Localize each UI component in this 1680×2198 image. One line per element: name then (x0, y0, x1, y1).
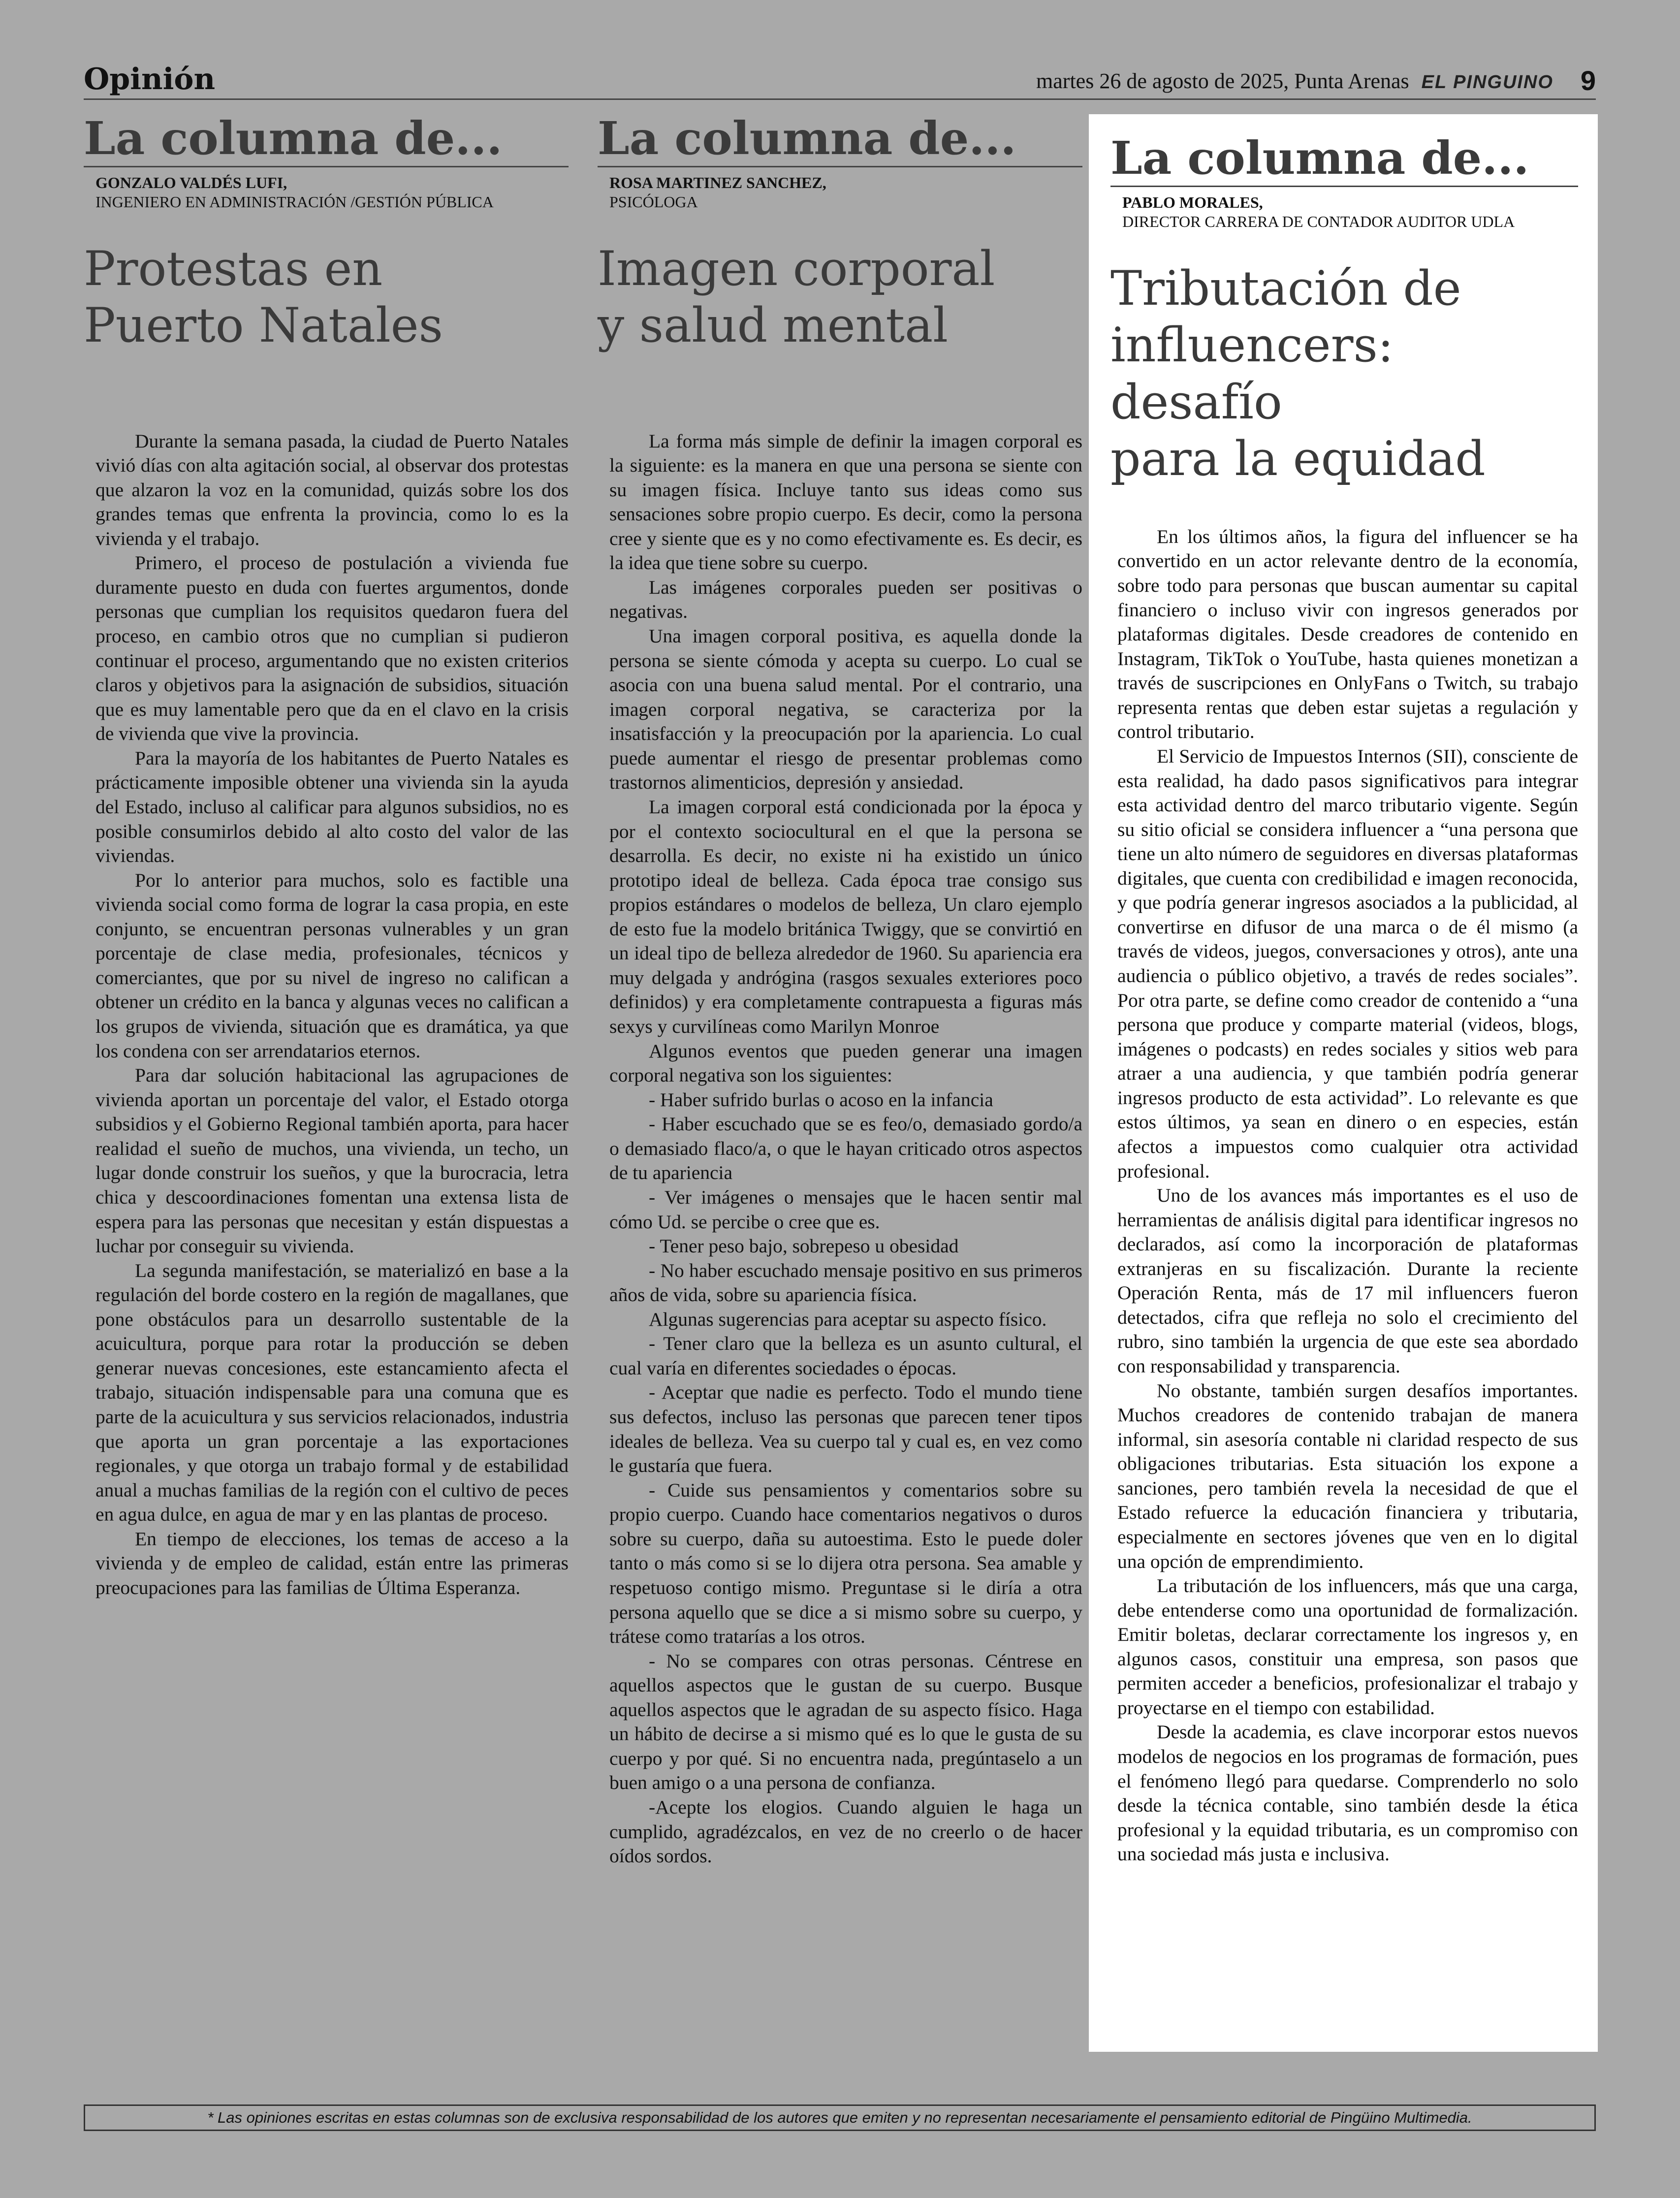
paragraph: - Ver imágenes o mensajes que le hacen sentir mal cómo Ud. se percibe o cree que es. (609, 1186, 1082, 1233)
author-name: ROSA MARTINEZ SANCHEZ, (609, 174, 826, 192)
title-line: Puerto Natales (84, 298, 443, 353)
paragraph: Para dar solución habitacional las agrupaciones de vivienda aportan un porcentaje del valor, el Estado otorga subsidios y el Gobierno Regional también aporta, para hacer realidad el sueño de muchos, una vivienda, un techo, un lugar donde construir los sueños, y que la burocracia, letra chica y descoordinaciones fomentan una extensa lista de espera para las personas que necesitan y están dispuestas a luchar por conseguir su vivienda. (95, 1064, 569, 1257)
column-1 (84, 114, 569, 1600)
paragraph: - Haber escuchado que se es feo/o, demasiado gordo/a o demasiado flaco/a, o que le hayan criticado otros aspectos de tu apariencia (609, 1113, 1082, 1184)
paragraph: Durante la semana pasada, la ciudad de Puerto Natales vivió días con alta agitación social, al observar dos protestas que alzaron la voz en la comunidad, quizás sobre los dos grandes temas que enfrenta la provincia, como lo es la vivienda y el trabajo. (95, 430, 569, 549)
paragraph: La tributación de los influencers, más que una carga, debe entenderse como una oportunidad de formalización. Emitir boletas, declarar correctamente los ingresos y, en algunos casos, constituir una empresa, son pasos que permiten acceder a beneficios, profesionalizar el trabajo y proyectarse en el tiempo con estabilidad. (1117, 1575, 1578, 1719)
paragraph: No obstante, también surgen desafíos importantes. Muchos creadores de contenido trabajan de manera informal, sin asesoría contable ni claridad respecto de sus obligaciones tributarias. Esta situación los expone a sanciones, pero también revela la necesidad de que el Estado refuerce la educación financiera y tributaria, especialmente en sectores jóvenes que ven en lo digital una opción de emprendimiento. (1117, 1379, 1578, 1572)
paragraph: Para la mayoría de los habitantes de Puerto Natales es prácticamente imposible obtener una vivienda sin la ayuda del Estado, incluso al calificar para algunos subsidios, no es posible consumirlos debido al alto costo del valor de las viviendas. (95, 747, 569, 867)
author-byline (609, 173, 1082, 211)
paragraph: - Cuide sus pensamientos y comentarios sobre su propio cuerpo. Cuando hace comentarios negativos o duros sobre su cuerpo, daña su autoestima. Esto le puede doler tanto o más como si se lo dijera otra persona. Sea amable y respetuoso contigo mismo. Preguntase si le diría a otra persona aquello que se dice a si mismo sobre su cuerpo, y trátese como tratarías a los otros. (609, 1479, 1082, 1648)
disclaimer-box (84, 2104, 1596, 2131)
column-3 (1089, 114, 1598, 2052)
author-name: PABLO MORALES, (1122, 193, 1263, 212)
paragraph: - No haber escuchado mensaje positivo en sus primeros años de vida, sobre su apariencia física. (609, 1259, 1082, 1306)
title-line: influencers: desafío (1110, 318, 1394, 430)
column-kicker: La columna de... (84, 114, 569, 167)
title-line: Tributación de (1110, 261, 1461, 317)
page-header (84, 59, 1596, 100)
paragraph: Uno de los avances más importantes es el uso de herramientas de análisis digital para identificar ingresos no declarados, así como la incorporación de plataformas extranjeras en su fiscalización. Durante la reciente Operación Renta, más de 17 mil influencers fueron detectados, cifra que refleja no solo el crecimiento del rubro, sino también la urgencia de que este sea abordado con responsabilidad y transparencia. (1117, 1184, 1578, 1377)
paragraph: - No se compares con otras personas. Céntrese en aquellos aspectos que le gustan de su cuerpo. Busque aquellos aspectos que le agradan de su aspecto físico. Haga un hábito de decirse a si mismo qué es lo que le gusta de su cuerpo y por qué. Si no encuentra nada, pregúntaselo a un buen amigo o a una persona de confianza. (609, 1650, 1082, 1794)
disclaimer-text: * Las opiniones escritas en estas columnas son de exclusiva responsabilidad de los autores que emiten y no representan necesariamente el pensamiento editorial de Pingüino Multimedia. (207, 2109, 1472, 2126)
paragraph: - Haber sufrido burlas o acoso en la infancia (649, 1088, 993, 1111)
title-line: para la equidad (1110, 431, 1486, 486)
paragraph: Algunas sugerencias para aceptar su aspecto físico. (649, 1308, 1047, 1330)
paragraph: La imagen corporal está condicionada por la época y por el contexto sociocultural en el que la persona se desarrolla. Es decir, no existe ni ha existido un único prototipo ideal de belleza. Cada época trae consigo sus propios estándares o modelos de belleza, Un claro ejemplo de esto fue la modelo británica Twiggy, que se convirtió en un ideal tipo de belleza alrededor de 1960. Su apariencia era muy delgada y andrógina (rasgos sexuales exteriores poco definidos) y era completamente contrapuesta a figuras más sexys y curvilíneas como Marilyn Monroe (609, 796, 1082, 1038)
dateline-text: martes 26 de agosto de 2025, Punta Arenas (1036, 69, 1409, 93)
paragraph: La segunda manifestación, se materializó en base a la regulación del borde costero en la región de magallanes, que pone obstáculos para un desarrollo sustentable de la acuicultura, porque para rotar la producción se deben generar nuevas concesiones, este estancamiento afecta el trabajo, situación indispensable para una comuna que es parte de la acuicultura y sus servicios relacionados, industria que aporta un gran porcentaje a las exportaciones regionales, y que otorga un trabajo formal y de estabilidad anual a muchas familias de la región con el cultivo de peces en agua dulce, en agua de mar y en las plantas de proceso. (95, 1259, 569, 1526)
paragraph: - Tener peso bajo, sobrepeso u obesidad (649, 1235, 959, 1257)
author-name: GONZALO VALDÉS LUFI, (95, 174, 287, 192)
column-kicker: La columna de... (598, 114, 1082, 167)
title-line: Protestas en (84, 241, 383, 297)
paragraph: Las imágenes corporales pueden ser positivas o negativas. (609, 576, 1082, 623)
paragraph: En los últimos años, la figura del influencer se ha convertido en un actor relevante dentro de la economía, sobre todo para personas que buscan aumentar su capital financiero o incluso vivir con ingresos generados por plataformas digitales. Desde creadores de contenido en Instagram, TikTok o YouTube, hasta quienes monetizan a través de suscripciones en OnlyFans o Twitch, su trabajo representa rentas que deben estar sujetas a regulación y control tributario. (1117, 525, 1578, 743)
newspaper-logo: EL PINGUINO (1421, 72, 1553, 93)
author-role: DIRECTOR CARRERA DE CONTADOR AUDITOR UDLA (1122, 212, 1515, 230)
author-byline (1122, 193, 1578, 231)
author-byline (95, 173, 569, 211)
article-title (598, 241, 1082, 354)
paragraph: Primero, el proceso de postulación a vivienda fue duramente puesto en duda con fuertes argumentos, donde personas que cumplian los requisitos quedaron fuera del proceso, en cambio otros que no cumplian si pudieron continuar el proceso, argumentando que no existen criterios claros y objetivos para la asignación de subsidios, situación que es muy lamentable pero que da en el clavo en la crisis de vivienda que vive la provincia. (95, 552, 569, 745)
paragraph: El Servicio de Impuestos Internos (SII), consciente de esta realidad, ha dado pasos significativos para integrar esta actividad dentro del marco tributario vigente. Según su sitio oficial se considera influencer a “una persona que tiene un alto número de seguidores en diversas plataformas digitales, que cuenta con credibilidad e imagen reconocida, y que podría generar ingresos asociados a la publicidad, al convertirse en difusor de una marca o de él mismo (a través de videos, juegos, conversaciones y otros), ante una audiencia o público objetivo, a través de redes sociales”. Por otra parte, se define como creador de contenido a “una persona que produce y comparte material (videos, blogs, imágenes o podcasts) en redes sociales y sitios web para atraer a una audiencia, y que también podría generar ingresos producto de esta actividad”. Lo relevante es que estos últimos, ya sean en dinero o en especies, están afectos a impuestos como cualquier otra actividad profesional. (1117, 745, 1578, 1182)
article-title (1110, 260, 1578, 487)
title-line: y salud mental (598, 298, 948, 353)
paragraph: - Tener claro que la belleza es un asunto cultural, el cual varía en diferentes sociedades o épocas. (609, 1333, 1082, 1379)
article-body (1117, 525, 1578, 1867)
article-body (609, 429, 1082, 1869)
author-role: PSICÓLOGA (609, 192, 698, 211)
column-kicker: La columna de... (1110, 134, 1578, 187)
author-role: INGENIERO EN ADMINISTRACIÓN /GESTIÓN PÚBLICA (95, 192, 494, 211)
paragraph: - Aceptar que nadie es perfecto. Todo el mundo tiene sus defectos, incluso las personas que parecen tener tipos ideales de belleza. Vea su cuerpo tal y cual es, en vez como le gustaría que fuera. (609, 1381, 1082, 1477)
title-line: Imagen corporal (598, 241, 995, 297)
section-name: Opinión (84, 62, 216, 96)
paragraph: Algunos eventos que pueden generar una imagen corporal negativa son los siguientes: (609, 1040, 1082, 1086)
paragraph: En tiempo de elecciones, los temas de acceso a la vivienda y de empleo de calidad, están entre las primeras preocupaciones para las familias de Última Esperanza. (95, 1528, 569, 1598)
paragraph: Por lo anterior para muchos, solo es factible una vivienda social como forma de lograr la casa propia, en este conjunto, se encuentran personas vulnerables y un gran porcentaje de clase media, profesionales, técnicos y comerciantes, que por su nivel de ingreso no califican a obtener un crédito en la banca y algunas veces no califican a los grupos de vivienda, situación que es dramática, ya que los condena con ser arrendatarios eternos. (95, 869, 569, 1062)
column-2 (598, 114, 1082, 1869)
article-title (84, 241, 569, 354)
page-number: 9 (1580, 65, 1596, 96)
dateline (1036, 68, 1553, 94)
paragraph: Desde la academia, es clave incorporar estos nuevos modelos de negocios en los programas de formación, pues el fenómeno llegó para quedarse. Comprenderlo no solo desde la técnica contable, sino también desde la ética profesional y la equidad tributaria, es un compromiso con una sociedad más justa e inclusiva. (1117, 1721, 1578, 1865)
article-body (95, 429, 569, 1600)
paragraph: -Acepte los elogios. Cuando alguien le haga un cumplido, agradézcalos, en vez de no creerlo o de hacer oídos sordos. (609, 1796, 1082, 1867)
paragraph: La forma más simple de definir la imagen corporal es la siguiente: es la manera en que una persona se siente con su imagen física. Incluye tanto sus ideas como sus sensaciones sobre propio cuerpo. Es decir, como la persona cree y siente que es y no como efectivamente es. Es decir, es la idea que tiene sobre su cuerpo. (609, 430, 1082, 574)
paragraph: Una imagen corporal positiva, es aquella donde la persona se siente cómoda y acepta su cuerpo. Lo cual se asocia con una buena salud mental. Por el contrario, una imagen corporal negativa, se caracteriza por la insatisfacción y la preocupación por la apariencia. Lo cual puede aumentar el riesgo de presentar problemas como trastornos alimenticios, depresión y ansiedad. (609, 625, 1082, 794)
